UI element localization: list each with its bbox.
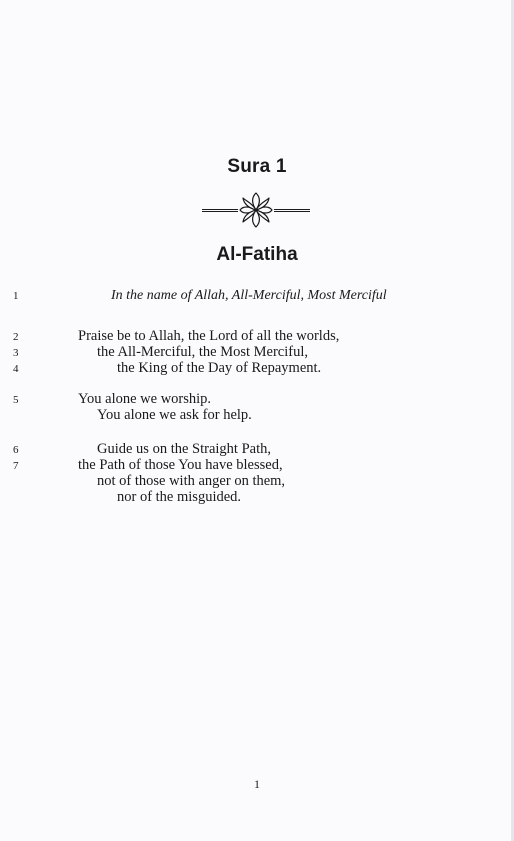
verse-number: 7	[13, 460, 19, 472]
sura-title: Al-Fatiha	[216, 244, 298, 265]
verse-number: 2	[13, 331, 19, 343]
page-number: 1	[254, 777, 260, 791]
verse-line: the King of the Day of Repayment.	[117, 360, 322, 376]
verse-number: 4	[13, 363, 19, 375]
verse-line: Guide us on the Straight Path,	[97, 441, 271, 457]
sura-heading: Sura 1	[227, 156, 287, 177]
verse-line: Praise be to Allah, the Lord of all the worlds,	[78, 328, 340, 344]
verse-number: 6	[13, 444, 19, 456]
verse-line: not of those with anger on them,	[97, 473, 286, 489]
verse-line: the All-Merciful, the Most Merciful,	[97, 344, 309, 360]
verse-line: nor of the misguided.	[117, 489, 242, 505]
verse-number: 5	[13, 394, 19, 406]
four-petal-flower-icon	[200, 190, 312, 230]
verse-line: the Path of those You have blessed,	[78, 457, 283, 473]
verse-number: 3	[13, 347, 19, 359]
verse-number: 1	[13, 290, 19, 302]
basmala-line: In the name of Allah, All-Merciful, Most Merciful	[111, 288, 387, 303]
verse-line: You alone we worship.	[78, 391, 212, 407]
verse-line: You alone we ask for help.	[97, 407, 252, 423]
